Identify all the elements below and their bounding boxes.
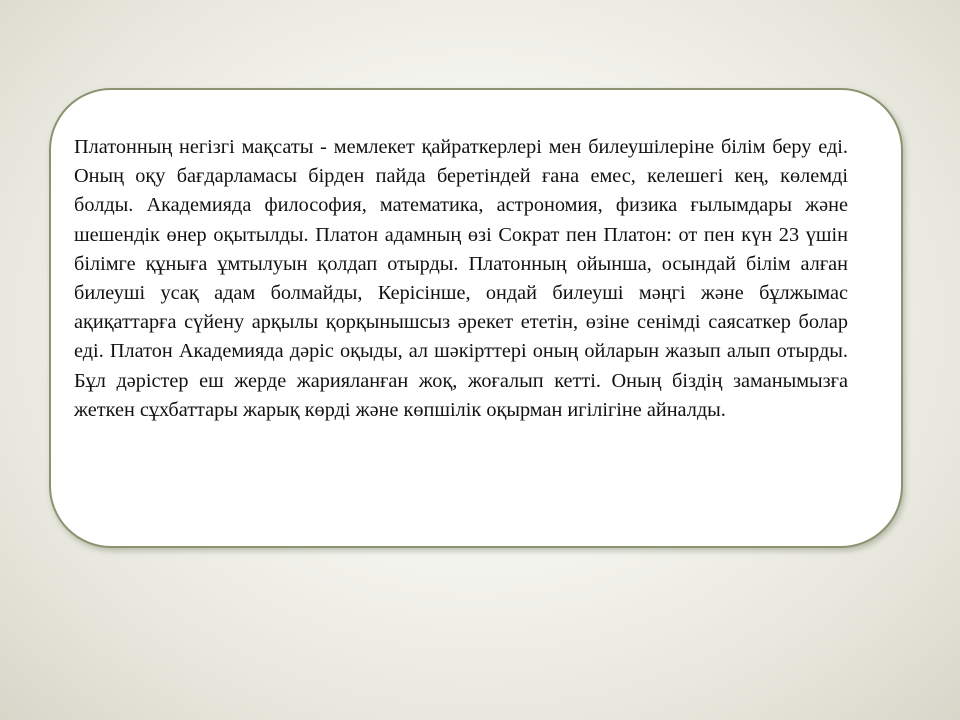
body-paragraph: Платонның негізгі мақсаты - мемлекет қайраткерлері мен билеушілеріне білім беру еді. Оның оқу бағдарламасы бірден пайда беретіндей ғана емес, келешегі кең, көлемді болды. Академияда философия, математика, астрономия, физика ғылымдары және шешендік өнер оқытылды. Платон адамның өзі Сократ пен Платон: от пен күн 23 үшін білімге құнығa ұмтылуын қолдап отырды. Платонның ойынша, осындай білім алған билеуші усақ адам болмайды, Керісінше, ондай билеуші мәңгі және бұлжымас ақиқаттарға сүйену арқылы қорқынышсыз әрекет ететін, өзіне сенімді саясаткер болар еді. Платон Академияда дәріс оқыды, ал шәкірттері оның ойларын жазып алып отырды. Бұл дәрістер еш жерде жарияланған жоқ, жоғалып кетті. Оның біздің заманымызға жеткен сұхбаттары жарық көрді және көпшілік оқырман игілігіне айналды.: [74, 136, 848, 421]
